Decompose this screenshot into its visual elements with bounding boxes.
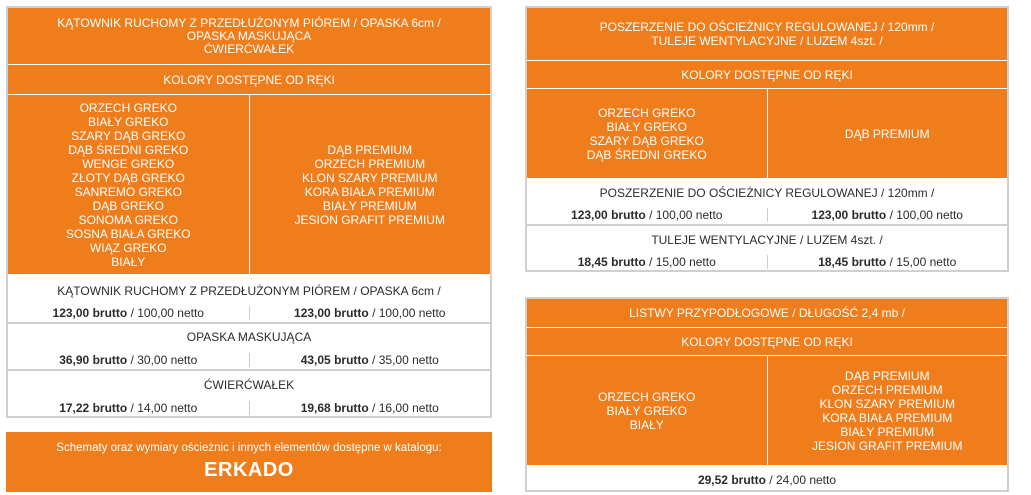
price-brutto: 36,90 brutto	[59, 353, 128, 367]
product-name: POSZERZENIE DO OŚCIEŻNICY REGULOWANEJ / 120mm /	[599, 186, 935, 200]
color-item: BIAŁY GREKO	[606, 403, 687, 418]
color-item: JESION GRAFIT PREMIUM	[812, 438, 963, 453]
right-top-colors-greko-list	[527, 89, 767, 178]
color-item: DĄB GREKO	[92, 198, 164, 213]
brand-name: ERKADO	[204, 459, 294, 481]
price-brutto: 18,45 brutto	[818, 255, 887, 269]
title-line-1: KĄTOWNIK RUCHOMY Z PRZEDŁUŻONYM PIÓREM / OPASKA 6cm /	[57, 15, 441, 30]
color-item: JESION GRAFIT PREMIUM	[294, 212, 445, 227]
price-netto: / 24,00 netto	[765, 473, 837, 487]
price-netto: / 14,00 netto	[127, 401, 198, 415]
title-line-2: TULEJE WENTYLACYJNE / LUZEM 4szt. /	[651, 34, 883, 48]
price-premium	[768, 255, 1008, 269]
price-netto: / 15,00 netto	[645, 255, 716, 269]
price-netto: / 30,00 netto	[127, 353, 198, 367]
price-netto: / 16,00 netto	[368, 401, 439, 415]
price-netto: / 100,00 netto	[886, 208, 963, 222]
product-prices	[8, 401, 490, 415]
price-netto: / 35,00 netto	[368, 353, 439, 367]
color-item: SANREMO GREKO	[74, 184, 182, 199]
product-name: KĄTOWNIK RUCHOMY Z PRZEDŁUŻONYM PIÓREM / OPASKA 6cm /	[57, 284, 441, 298]
right-bottom-colors-greko-list	[527, 356, 767, 465]
left-panel-title	[8, 8, 490, 64]
price-brutto: 19,68 brutto	[300, 401, 369, 415]
price-brutto: 29,52 brutto	[697, 473, 766, 487]
color-item: BIAŁY	[629, 417, 664, 432]
color-item: ZŁOTY DĄB GREKO	[71, 170, 185, 185]
product-name: OPASKA MASKUJĄCA	[186, 330, 312, 344]
catalog-box	[6, 432, 492, 492]
price-brutto: 123,00 brutto	[811, 208, 887, 222]
right-bottom-colors-header: KOLORY DOSTĘPNE OD RĘKI	[527, 327, 1007, 355]
color-item: ORZECH GREKO	[598, 105, 696, 120]
right-top-colors-header: KOLORY DOSTĘPNE OD RĘKI	[527, 60, 1007, 88]
price-brutto: 123,00 brutto	[294, 306, 369, 320]
left-colors-premium-list	[250, 95, 491, 274]
price-greko	[527, 208, 767, 222]
right-top-title	[527, 8, 1007, 60]
price-brutto: 123,00 brutto	[571, 208, 646, 222]
price-greko	[8, 353, 249, 367]
product-prices	[527, 255, 1007, 269]
product-price	[527, 473, 1007, 487]
color-item: SONOMA GREKO	[78, 212, 178, 227]
title-line-1: POSZERZENIE DO OŚCIEŻNICY REGULOWANEJ / 120mm /	[599, 20, 935, 34]
left-price-panel	[6, 6, 492, 418]
price-greko	[527, 255, 767, 269]
product-name: ĆWIERĆWAŁEK	[203, 378, 295, 392]
right-bottom-colors-premium-list	[768, 356, 1008, 465]
left-colors-grid	[8, 94, 490, 274]
color-item: WENGE GREKO	[82, 156, 175, 171]
color-item: ORZECH PREMIUM	[314, 156, 426, 171]
right-top-colors-premium-list	[768, 89, 1008, 178]
price-netto: / 15,00 netto	[886, 255, 957, 269]
color-item: DĄB ŚREDNI GREKO	[586, 147, 707, 162]
price-greko	[8, 401, 249, 415]
price-brutto: 17,22 brutto	[59, 401, 128, 415]
color-item: KORA BIAŁA PREMIUM	[304, 184, 435, 199]
color-item: DĄB ŚREDNI GREKO	[68, 142, 189, 157]
color-item: BIAŁY GREKO	[88, 114, 169, 129]
color-item: BIAŁY PREMIUM	[322, 198, 417, 213]
row-divider	[527, 224, 1007, 226]
price-brutto: 123,00 brutto	[52, 306, 128, 320]
price-brutto: 18,45 brutto	[577, 255, 646, 269]
color-item: ORZECH GREKO	[79, 100, 177, 115]
color-item: DĄB PREMIUM	[844, 368, 930, 383]
color-item: ORZECH PREMIUM	[831, 382, 943, 397]
right-top-price-panel	[525, 6, 1009, 272]
price-netto: / 100,00 netto	[645, 208, 723, 222]
color-item: ORZECH GREKO	[598, 389, 696, 404]
product-prices	[527, 208, 1007, 222]
left-colors-greko-list	[8, 95, 249, 274]
color-item: KLON SZARY PREMIUM	[819, 396, 956, 411]
product-name: TULEJE WENTYLACYJNE / LUZEM 4szt. /	[651, 233, 883, 247]
color-item: SZARY DĄB GREKO	[71, 128, 186, 143]
product-prices	[8, 353, 490, 367]
color-item: SZARY DĄB GREKO	[589, 133, 704, 148]
color-item: KLON SZARY PREMIUM	[301, 170, 438, 185]
color-item: BIAŁY GREKO	[606, 119, 687, 134]
color-item: KORA BIAŁA PREMIUM	[822, 410, 953, 425]
right-bottom-colors-grid	[527, 355, 1007, 465]
catalog-text: Schematy oraz wymiary ościeżnic i innych elementów dostępne w katalogu:	[56, 442, 442, 454]
price-brutto: 43,05 brutto	[300, 353, 369, 367]
color-item: DĄB PREMIUM	[844, 126, 930, 141]
right-top-colors-grid	[527, 88, 1007, 178]
row-divider	[8, 322, 490, 324]
title-line-2: OPASKA MASKUJĄCA	[186, 28, 312, 43]
color-item: DĄB PREMIUM	[327, 142, 413, 157]
color-item: BIAŁY	[111, 254, 146, 269]
price-premium	[250, 353, 491, 367]
price-netto: / 100,00 netto	[127, 306, 204, 320]
title-line-3: ĆWIERĆWAŁEK	[203, 41, 295, 56]
product-prices	[8, 306, 490, 320]
price-premium	[250, 401, 491, 415]
right-bottom-title: LISTWY PRZYPODŁOGOWE / DŁUGOŚĆ 2,4 mb /	[527, 299, 1007, 327]
color-item: SOSNA BIAŁA GREKO	[65, 226, 191, 241]
price-greko	[8, 306, 249, 320]
price-netto: / 100,00 netto	[368, 306, 446, 320]
left-colors-header: KOLORY DOSTĘPNE OD RĘKI	[8, 64, 490, 94]
right-bottom-price-panel	[525, 297, 1009, 492]
row-divider	[8, 369, 490, 371]
color-item: BIAŁY PREMIUM	[840, 424, 935, 439]
price-premium	[250, 306, 491, 320]
price-premium	[768, 208, 1008, 222]
color-item: WIĄZ GREKO	[89, 240, 167, 255]
